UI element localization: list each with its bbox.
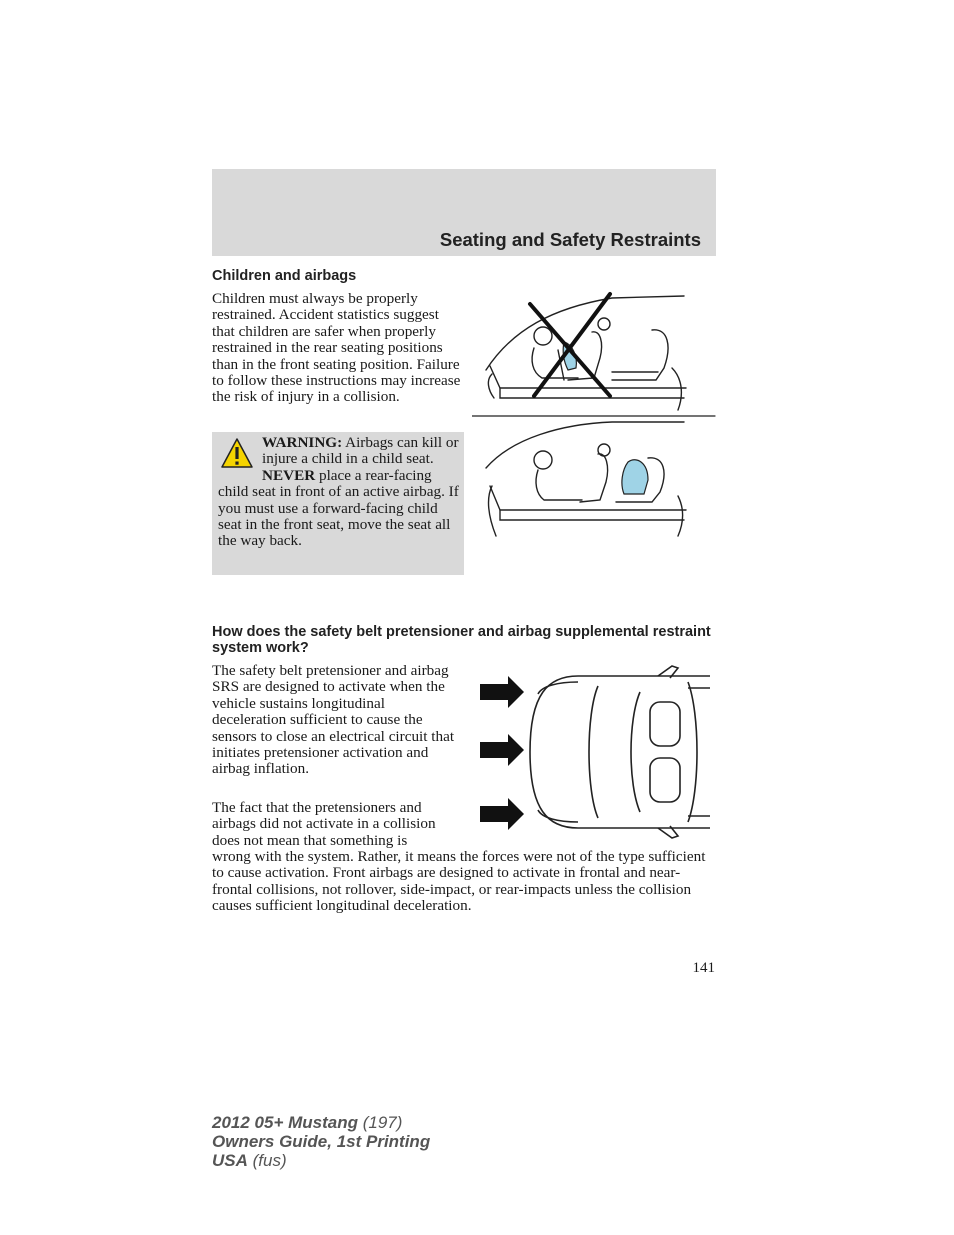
section-header-band — [212, 169, 716, 256]
frontal-impact-illustration — [478, 664, 714, 840]
warning-label: WARNING: — [262, 434, 343, 451]
warning-triangle-icon — [220, 437, 254, 469]
page-number: 141 — [692, 960, 715, 976]
car-top-view — [530, 666, 710, 838]
forward-facing-child-seat — [622, 460, 648, 494]
heading-children-airbags: Children and airbags — [212, 268, 357, 284]
warning-text-part1: Airbags can kill or injure a child in a child seat. — [262, 434, 459, 468]
warning-never: NEVER — [262, 466, 316, 484]
warning-text-part2: place a rear-facing child seat in front of an active airbag. If you must use a forward-facing child seat in the front seat, move the seat all the way back. — [218, 466, 459, 550]
srs-paragraph-2-continued: wrong with the system. Rather, it means the forces were not of the type sufficient to cause activation. Front airbags are designed to activate in frontal and near-frontal collisions, not rollover, side-impact, or rear-impacts unless the collision causes sufficient longitudinal deceleration. — [212, 848, 706, 915]
child-seat-position-illustration — [472, 290, 718, 545]
document-footer — [212, 1113, 430, 1170]
footer-line-3: USA (fus) — [212, 1151, 287, 1170]
footer-line-2: Owners Guide, 1st Printing — [212, 1132, 431, 1151]
heading-srs-how-it-works: How does the safety belt pretensioner and airbag supplemental restraint system work? — [212, 624, 711, 656]
children-airbags-body: Children must always be properly restrained. Accident statistics suggest that children are safer when properly restrained in the rear seating positions than in the front seating position. Failure to follow these instructions may increase the risk of injury in a collision. — [212, 290, 461, 406]
srs-paragraph-1: The safety belt pretensioner and airbag SRS are designed to activate when the vehicle sustains longitudinal deceleration sufficient to cause the sensors to close an electrical circuit that initiates pretensioner activation and airbag inflation. — [212, 662, 455, 778]
warning-text — [218, 435, 460, 550]
srs-paragraph-2: The fact that the pretensioners and airbags did not activate in a collision does not mean that something is — [212, 799, 436, 849]
impact-arrows — [480, 676, 524, 830]
footer-line-1: 2012 05+ Mustang (197) — [212, 1113, 403, 1132]
warning-box — [212, 432, 464, 575]
section-title: Seating and Safety Restraints — [439, 229, 701, 250]
